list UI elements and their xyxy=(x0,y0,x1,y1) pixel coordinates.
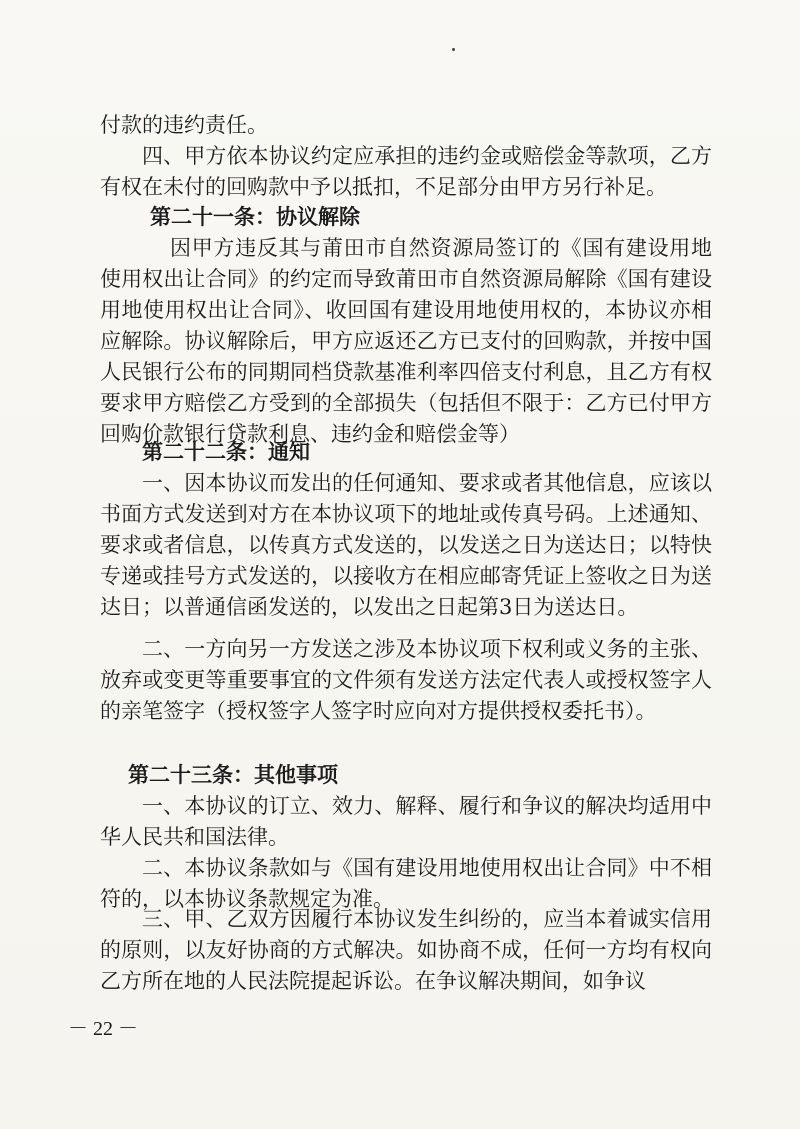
paragraph: 因甲方违反其与莆田市自然资源局签订的《国有建设用地使用权出让合同》的约定而导致莆田市自然资源局解除《国有建设用地使用权出让合同》、收回国有建设用地使用权的，本协议亦相应解除。协议解除后，甲方应返还乙方已支付的回购款，并按中国人民银行公布的同期同档贷款基准利率四倍支付利息，且乙方有权要求甲方赔偿乙方受到的全部损失（包括但不限于：乙方已付甲方回购价款银行贷款利息、违约金和赔偿金等） xyxy=(100,236,712,446)
paragraph: 二、本协议条款如与《国有建设用地使用权出让合同》中不相符的，以本协议条款规定为准。 xyxy=(100,856,712,911)
section-heading: 第二十二条：通知 xyxy=(142,440,310,464)
paragraph: 三、甲、乙双方因履行本协议发生纠纷的，应当本着诚实信用的原则，以友好协商的方式解决。如协商不成，任何一方均有权向乙方所在地的人民法院提起诉讼。在争议解决期间，如争议 xyxy=(100,907,712,993)
paragraph: 四、甲方依本协议约定应承担的违约金或赔偿金等款项，乙方有权在未付的回购款中予以抵扣，不足部分由甲方另行补足。 xyxy=(100,144,712,199)
section-heading: 第二十一条：协议解除 xyxy=(150,205,360,229)
page-number: － 22 － xyxy=(68,1018,138,1040)
paragraph: 二、一方向另一方发送之涉及本协议项下权利或义务的主张、放弃或变更等重要事宜的文件须有发送方法定代表人或授权签字人的亲笔签字（授权签字人签字时应向对方提供授权委托书）。 xyxy=(100,637,712,723)
scan-speck xyxy=(452,48,455,51)
paragraph: 一、因本协议而发出的任何通知、要求或者其他信息，应该以书面方式发送到对方在本协议项下的地址或传真号码。上述通知、要求或者信息，以传真方式发送的，以发送之日为送达日；以特快专递或挂号方式发送的，以接收方在相应邮寄凭证上签收之日为送达日；以普通信函发送的，以发出之日起第3日为送达日。 xyxy=(100,471,712,619)
paragraph: 付款的违约责任。 xyxy=(100,113,268,137)
section-heading: 第二十三条：其他事项 xyxy=(128,763,338,787)
paragraph: 一、本协议的订立、效力、解释、履行和争议的解决均适用中华人民共和国法律。 xyxy=(100,794,712,849)
